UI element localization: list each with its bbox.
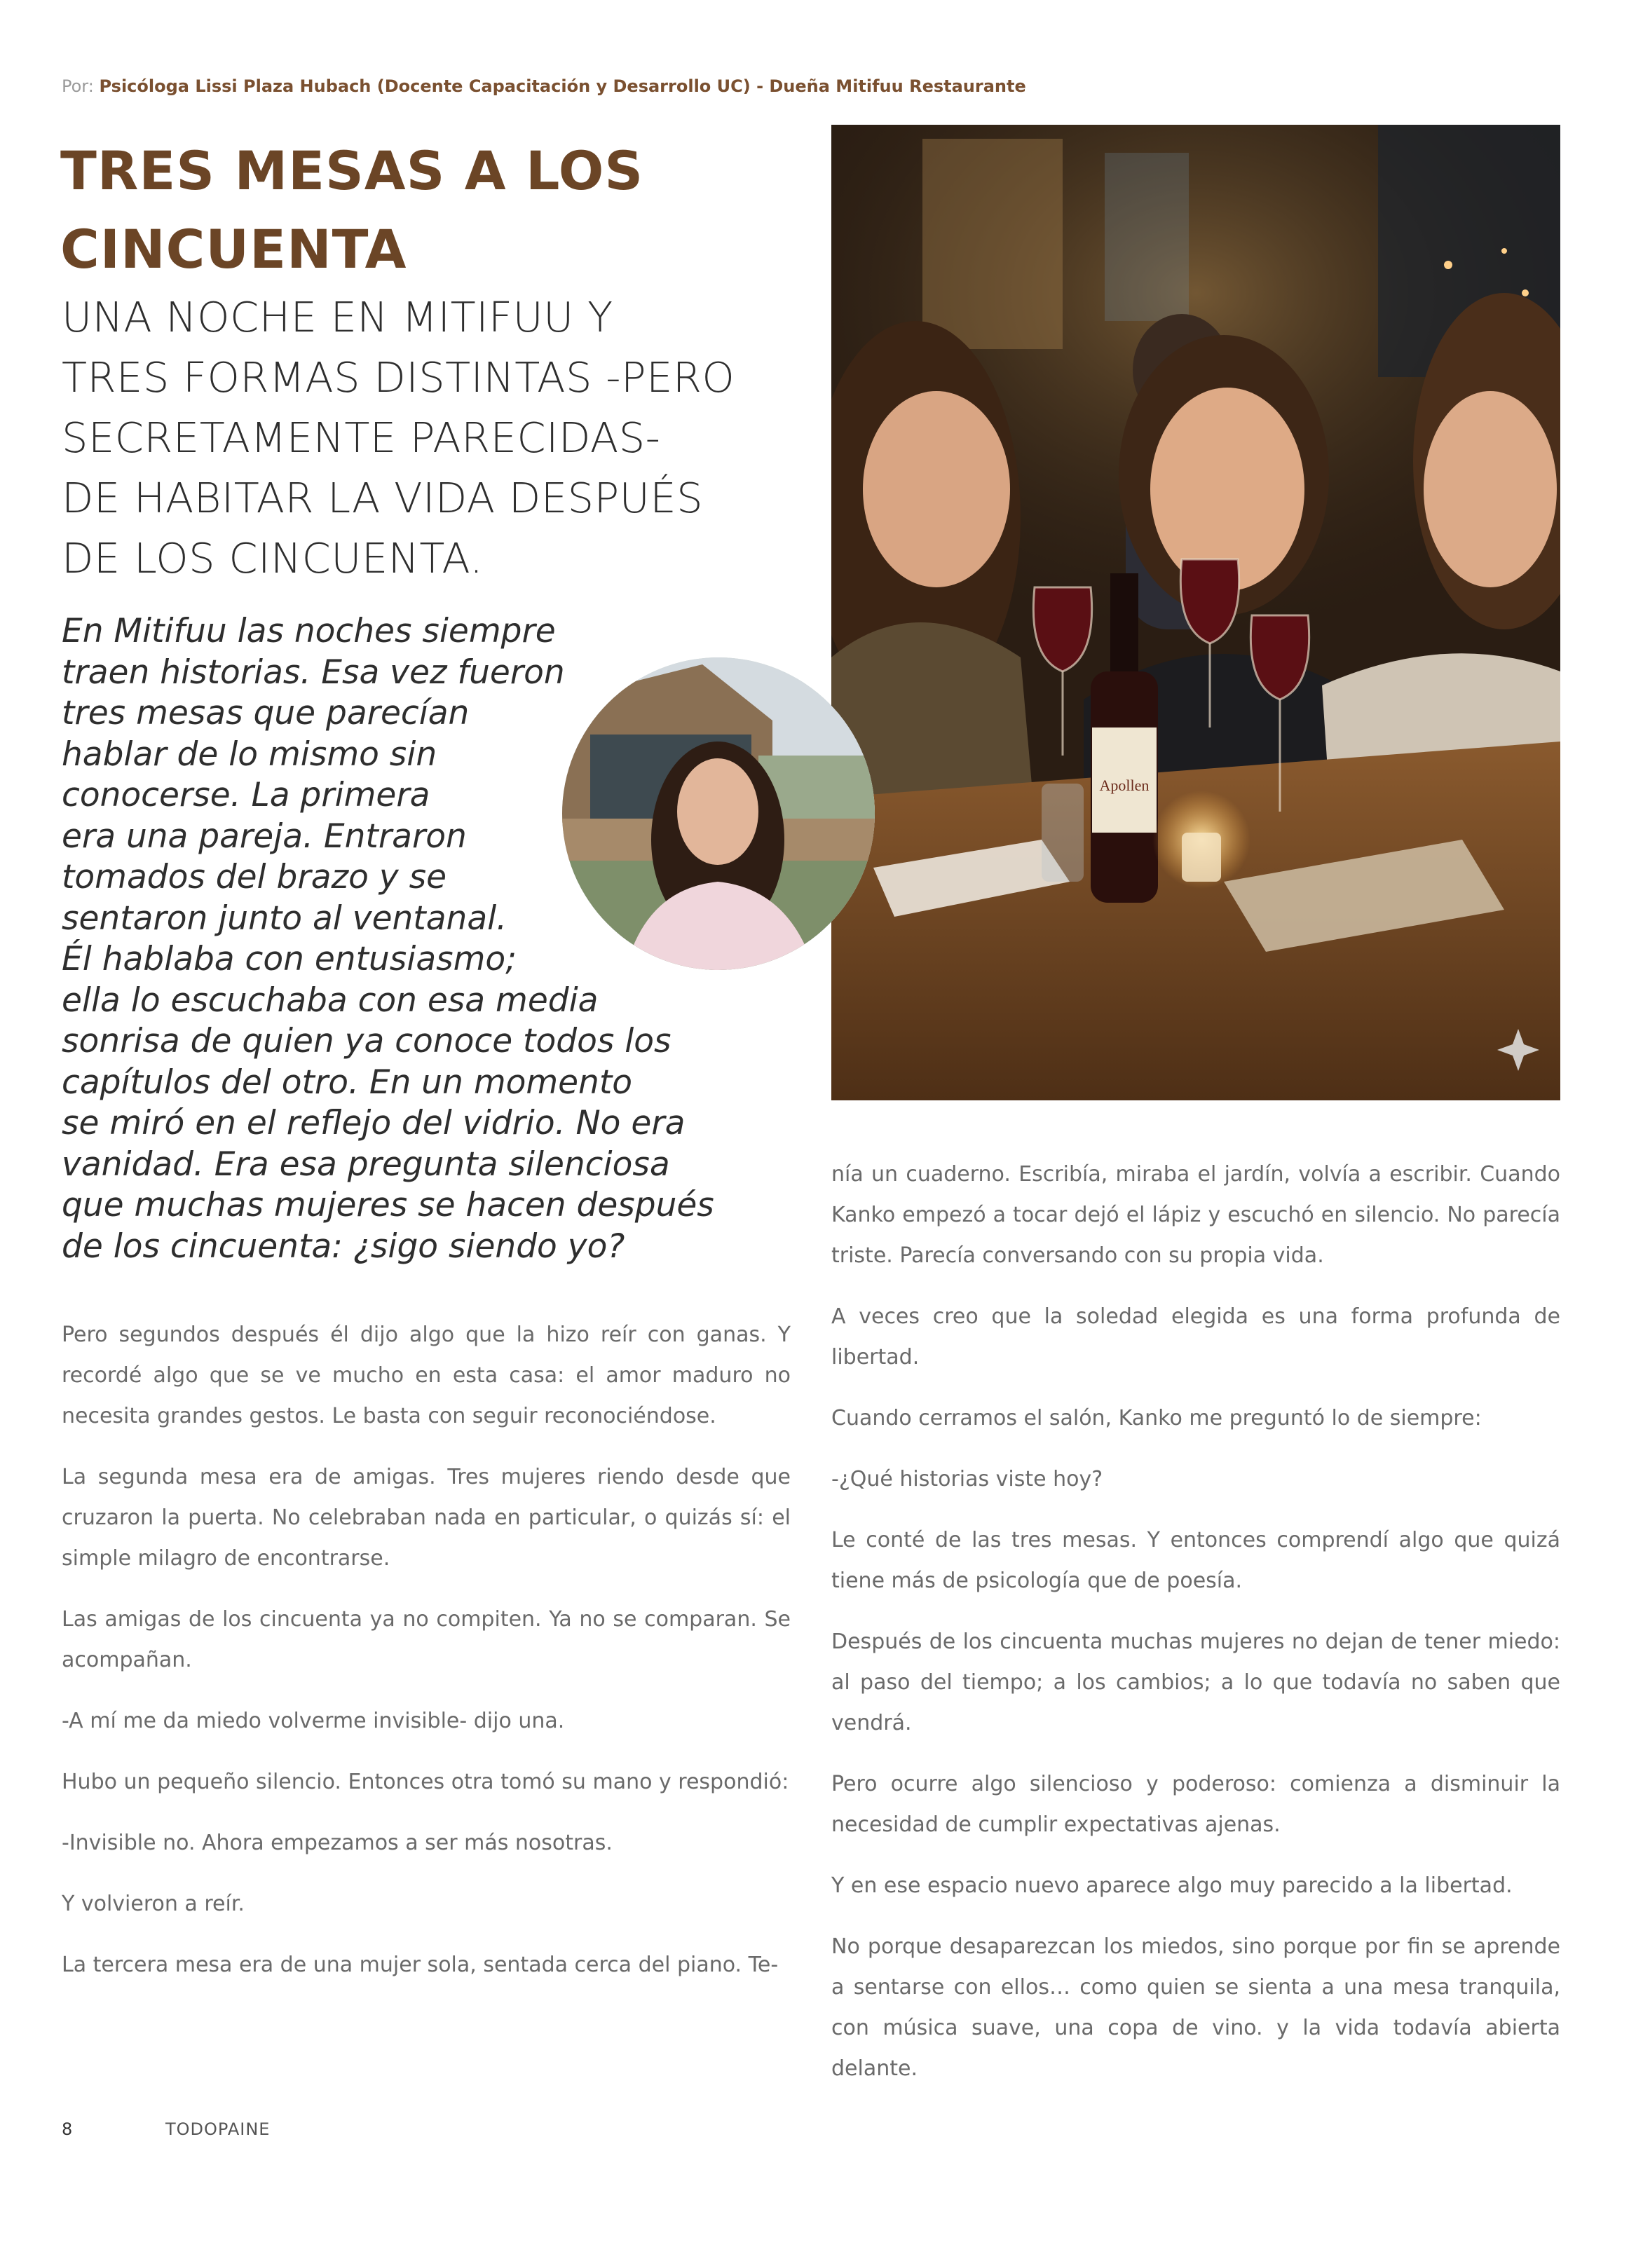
intro-line: que muchas mujeres se hacen después xyxy=(62,1186,714,1224)
article-subtitle xyxy=(62,287,840,589)
restaurant-photo xyxy=(831,125,1560,1100)
byline-author: Psicóloga Lissi Plaza Hubach (Docente Capacitación y Desarrollo UC) - Dueña Mitifuu Restaurante xyxy=(99,76,1026,96)
subtitle-line: SECRETAMENTE PARECIDAS- xyxy=(62,414,661,462)
paragraph: Y en ese espacio nuevo aparece algo muy parecido a la libertad. xyxy=(831,1873,1513,1898)
paragraph: -Invisible no. Ahora empezamos a ser más nosotras. xyxy=(62,1831,613,1855)
paragraph: -A mí me da miedo volverme invisible- dijo una. xyxy=(62,1709,565,1733)
intro-line: de los cincuenta: ¿sigo siendo yo? xyxy=(62,1227,625,1266)
intro-line: tres mesas que parecían xyxy=(62,694,470,732)
restaurant-photo-illustration xyxy=(831,125,1560,1100)
intro-line: conocerse. La primera xyxy=(62,776,430,814)
intro-line: Él hablaba con entusiasmo; xyxy=(62,940,517,978)
paragraph: La segunda mesa era de amigas. Tres mujeres riendo desde que cruzaron la puerta. No celebraban nada en particular, o quizás sí: el simple milagro de encontrarse. xyxy=(62,1465,791,1571)
subtitle-line: UNA NOCHE EN MITIFUU Y xyxy=(62,293,613,341)
paragraph: Hubo un pequeño silencio. Entonces otra tomó su mano y respondió: xyxy=(62,1770,789,1794)
intro-line: tomados del brazo y se xyxy=(62,858,447,896)
intro-line: traen historias. Esa vez fueron xyxy=(62,653,565,692)
paragraph: nía un cuaderno. Escribía, miraba el jardín, volvía a escribir. Cuando Kanko empezó a tocar dejó el lápiz y escuchó en silencio. No parecía triste. Parecía conversando con su propia vida. xyxy=(831,1162,1560,1268)
subtitle-line: DE LOS CINCUENTA. xyxy=(62,534,484,582)
intro-line: hablar de lo mismo sin xyxy=(62,735,437,774)
intro-line: vanidad. Era esa pregunta silenciosa xyxy=(62,1145,670,1184)
subtitle-line: TRES FORMAS DISTINTAS -PERO xyxy=(62,353,735,402)
author-portrait xyxy=(562,657,875,970)
byline-prefix: Por: xyxy=(62,76,94,96)
magazine-name: TODOPAINE xyxy=(165,2119,271,2139)
paragraph: No porque desaparezcan los miedos, sino porque por fin se aprende a sentarse con ellos… como quien se sienta a una mesa tranquila, con música suave, una copa de vino. y la vida todavía abierta delante. xyxy=(831,1934,1560,2081)
page-number: 8 xyxy=(62,2119,73,2139)
article-title: TRES MESAS A LOS CINCUENTA xyxy=(60,139,644,280)
paragraph: Las amigas de los cincuenta ya no compiten. Ya no se comparan. Se acompañan. xyxy=(62,1607,791,1672)
paragraph: Pero segundos después él dijo algo que la hizo reír con ganas. Y recordé algo que se ve mucho en esta casa: el amor maduro no necesita grandes gestos. Le basta con seguir reconociéndose. xyxy=(62,1323,791,1428)
paragraph: Y volvieron a reír. xyxy=(62,1892,245,1916)
intro-line: sentaron junto al ventanal. xyxy=(62,899,507,938)
byline xyxy=(62,74,1026,98)
paragraph: -¿Qué historias viste hoy? xyxy=(831,1467,1103,1491)
paragraph: Le conté de las tres mesas. Y entonces comprendí algo que quizá tiene más de psicología que de poesía. xyxy=(831,1528,1560,1593)
intro-line: era una pareja. Entraron xyxy=(62,817,467,856)
paragraph: La tercera mesa era de una mujer sola, sentada cerca del piano. Te- xyxy=(62,1953,779,1977)
subtitle-line: DE HABITAR LA VIDA DESPUÉS xyxy=(62,474,704,522)
paragraph: Después de los cincuenta muchas mujeres no dejan de tener miedo: al paso del tiempo; a los cambios; a lo que todavía no saben que vendrá. xyxy=(831,1630,1560,1735)
article-column-right xyxy=(831,1154,1560,2110)
paragraph: Pero ocurre algo silencioso y poderoso: comienza a disminuir la necesidad de cumplir expectativas ajenas. xyxy=(831,1772,1560,1837)
bottle-label-text: Apollen xyxy=(1099,777,1150,794)
intro-line: En Mitifuu las noches siempre xyxy=(62,612,556,650)
intro-line: ella lo escuchaba con esa media xyxy=(62,981,599,1020)
intro-line: capítulos del otro. En un momento xyxy=(62,1063,633,1102)
paragraph: Cuando cerramos el salón, Kanko me preguntó lo de siempre: xyxy=(831,1406,1482,1430)
intro-line: sonrisa de quien ya conoce todos los xyxy=(62,1022,672,1060)
intro-line: se miró en el reflejo del vidrio. No era xyxy=(62,1104,686,1142)
paragraph: A veces creo que la soledad elegida es una forma profunda de libertad. xyxy=(831,1304,1560,1369)
article-column-left xyxy=(62,1315,791,2006)
author-portrait-illustration xyxy=(562,657,875,970)
